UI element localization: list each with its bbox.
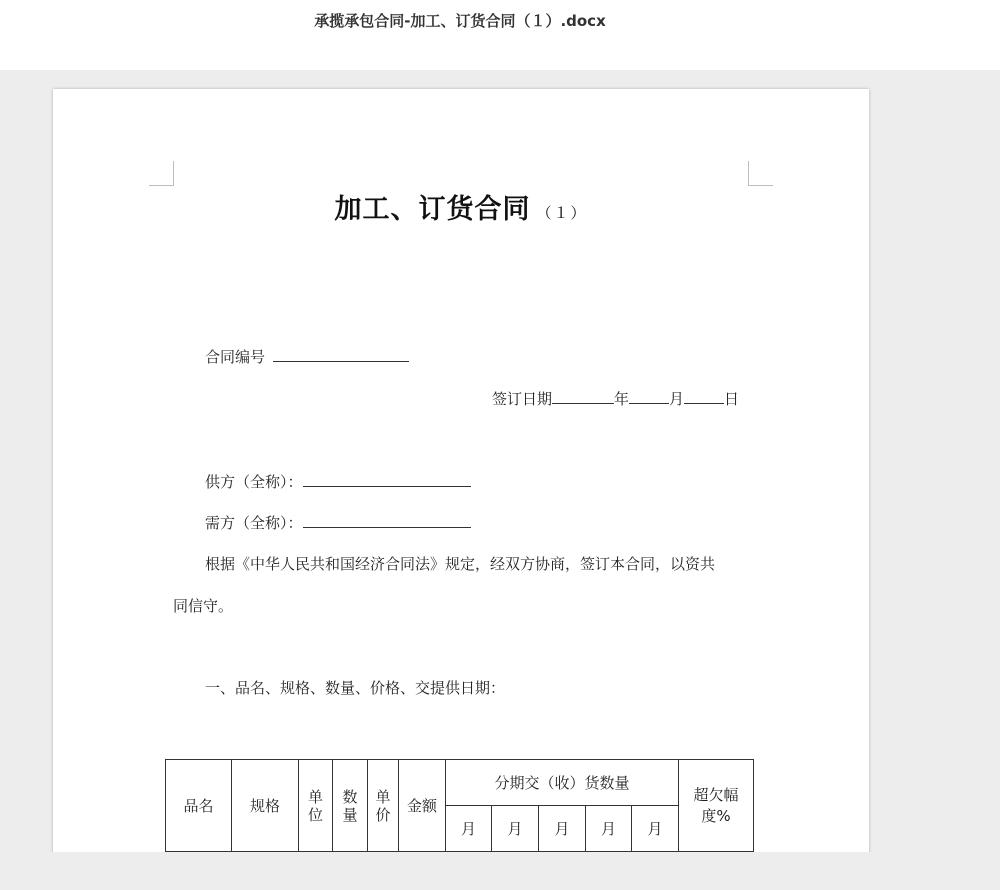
header-price xyxy=(368,760,399,852)
sign-date-label: 签订日期 xyxy=(492,390,553,408)
month-cell-2: 月 xyxy=(492,806,539,852)
header-unit-text: 单位 xyxy=(307,787,323,824)
buyer-line xyxy=(205,511,471,533)
section-1-heading: 一、品名、规格、数量、价格、交提供日期： xyxy=(205,679,506,697)
document-title-text: 加工、订货合同 xyxy=(334,194,531,225)
day-label: 日 xyxy=(724,390,740,408)
header-unit xyxy=(299,760,333,852)
contract-number-line xyxy=(205,345,409,367)
header-name: 品名 xyxy=(166,760,232,852)
supplier-line xyxy=(205,470,471,492)
supplier-label: 供方（全称）： xyxy=(205,473,303,491)
month-cell-5: 月 xyxy=(632,806,679,852)
header-over xyxy=(679,760,754,852)
margin-corner-top-right xyxy=(748,161,773,186)
preamble-line-1: 根据《中华人民共和国经济合同法》规定，经双方协商，签订本合同，以资共 xyxy=(205,555,716,573)
month-cell-3: 月 xyxy=(539,806,586,852)
header-price-text: 单价 xyxy=(375,787,391,824)
buyer-blank xyxy=(303,511,471,528)
month-label: 月 xyxy=(669,390,685,408)
title-bar xyxy=(0,0,1000,70)
buyer-label: 需方（全称）： xyxy=(205,514,303,532)
goods-table xyxy=(165,759,754,852)
table-header-row xyxy=(166,760,754,806)
document-page[interactable] xyxy=(53,89,869,889)
supplier-blank xyxy=(303,470,471,487)
sign-month-blank xyxy=(629,387,669,404)
margin-corner-top-left xyxy=(149,161,174,186)
header-over-text: 超欠幅度% xyxy=(693,785,739,825)
sign-day-blank xyxy=(684,387,724,404)
bottom-bar xyxy=(0,852,1000,890)
contract-number-label: 合同编号 xyxy=(205,348,266,366)
header-spec: 规格 xyxy=(232,760,299,852)
sign-date-line xyxy=(492,387,739,409)
document-title-suffix: （１） xyxy=(536,204,588,222)
sign-year-blank xyxy=(552,387,614,404)
contract-number-blank xyxy=(273,345,409,362)
month-cell-1: 月 xyxy=(446,806,492,852)
header-amount: 金额 xyxy=(399,760,446,852)
header-qty xyxy=(333,760,368,852)
header-qty-text: 数量 xyxy=(342,787,358,824)
year-label: 年 xyxy=(614,390,630,408)
preamble-line-2: 同信守。 xyxy=(173,597,234,615)
month-cell-4: 月 xyxy=(586,806,632,852)
document-title xyxy=(53,187,869,226)
document-filename: 承揽承包合同-加工、订货合同（１）.docx xyxy=(314,12,606,30)
header-installments: 分期交（收）货数量 xyxy=(446,760,679,806)
